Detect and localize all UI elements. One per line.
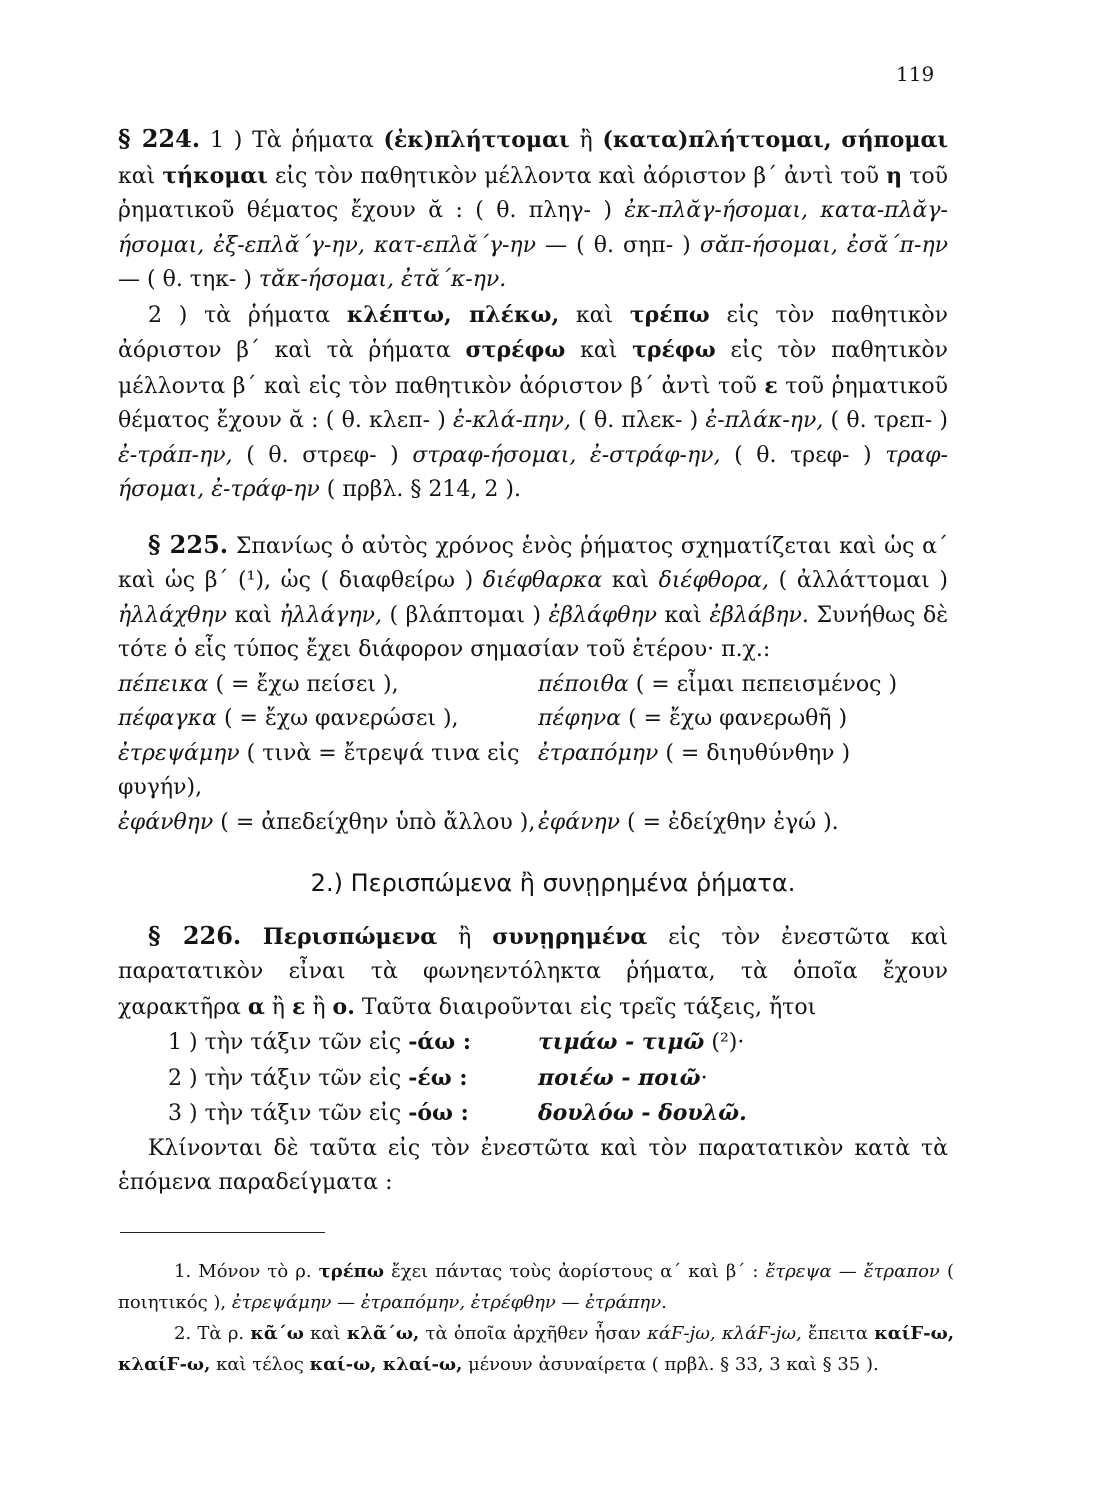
section-marker: § 226. [148,920,242,950]
section-marker: § 224. [118,124,201,153]
verb-classes [118,1025,948,1132]
verb-class-row: 1 ) τὴν τάξιν τῶν εἰς -άω : τιμάω - τιμῶ (²)· [168,1029,745,1055]
verb-class-row: 2 ) τὴν τάξιν τῶν εἰς -έω : ποιέω - ποιῶ· [168,1064,708,1091]
paragraph-224-1: § 224. 1 ) Τὰ ῥήματα (ἐκ)πλήττομαι ἢ (κατα)πλήττομαι, σήπομαι καὶ τήκομαι εἰς τὸν παθητικὸν μέλλοντα καὶ ἀόριστον β΄ ἀντὶ τοῦ η τοῦ ῥηματικοῦ θέματος ἔχουν ᾰ : ( θ. πληγ- ) ἐκ-πλᾰγ-ήσομαι, κατα-πλᾰγ-ήσομαι, ἐξ-επλᾰ΄γ-ην, κατ-επλᾰ΄γ-ην — ( θ. σηπ- ) σᾰπ-ήσομαι, ἐσᾰ΄π-ην — ( θ. τηκ- ) τᾰκ-ήσομαι, ἐτᾰ΄κ-ην. [118,124,949,292]
paragraph-224-2: 2 ) τὰ ῥήματα κλέπτω, πλέκω, καὶ τρέπω εἰς τὸν παθητικὸν ἀόριστον β΄ καὶ τὰ ῥήματα στρέφω καὶ τρέφω εἰς τὸν παθητικὸν μέλλοντα β΄ καὶ εἰς τὸν παθητικὸν ἀόριστον β΄ ἀντὶ τοῦ ε τοῦ ῥηματικοῦ θέματος ἔχουν ᾰ : ( θ. κλεπ- ) ἐ-κλά-πην, ( θ. πλεκ- ) ἐ-πλάκ-ην, ( θ. τρεπ- ) ἐ-τράπ-ην, ( θ. στρεφ- ) στραφ-ήσομαι, ἐ-στράφ-ην, ( θ. τρεφ- ) τραφ-ήσομαι, ἐ-τράφ-ην ( πρβλ. § 214, 2 ). [118,301,948,502]
closing-paragraph: Κλίνονται δὲ ταῦτα εἰς τὸν ἐνεστῶτα καὶ τὸν παρατατικὸν κατὰ τὰ ἑπόμενα παραδείγματα : [118,1135,948,1195]
footnotes [118,1256,954,1380]
section-marker: § 225. [148,529,229,559]
verb-pair-row: πέπεικα ( = ἔχω πείσει ), πέποιθα ( = εἶμαι πεπεισμένος ) [118,671,898,697]
verb-pairs [118,668,948,841]
verb-class-row: 3 ) τὴν τάξιν τῶν εἰς -όω : δουλόω - δουλῶ. [168,1100,747,1126]
footnote-1: 1. Μόνον τὸ ρ. τρέπω ἔχει πάντας τοὺς ἀορίστους α΄ καὶ β΄ : ἔτρεψα — ἔτραπον ( ποιητικός ), ἐτρεψάμην — ἐτραπόμην, ἐτρέφθην — ἐτράπην. [118,1261,954,1313]
main-text [118,122,948,1201]
verb-pair-row: ἐφάνθην ( = ἀπεδείχθην ὑπὸ ἄλλου ), ἐφάνην ( = ἐδείχθην ἐγώ ). [118,809,839,835]
verb-pair-row: ἐτρεψάμην ( τινὰ = ἔτρεψά τινα εἰς φυγήν), ἐτραπόμην ( = διηυθύνθην ) [118,740,851,800]
footnote-2: 2. Τὰ ρ. κᾶ΄ω καὶ κλᾶ΄ω, τὰ ὁποῖα ἀρχῆθεν ἦσαν κάϜ-jω, κλάϜ-jω, ἔπειτα καίϜ-ω, κλαίϜ-ω, καὶ τέλος καί-ω, κλαί-ω, μένουν ἀσυναίρετα ( πρβλ. § 33, 3 καὶ § 35 ). [118,1323,955,1375]
section-heading: 2.) Περισπώμενα ἢ συνῃρημένα ῥήματα. [310,869,796,897]
paragraph-226: § 226. Περισπώμενα ἢ συνῃρημένα εἰς τὸν ἐνεστῶτα καὶ παρατατικὸν εἶναι τὰ φωνηεντόληκτα ῥήματα, τὰ ὁποῖα ἔχουν χαρακτῆρα α ἢ ε ἢ ο. Ταῦτα διαιροῦνται εἰς τρεῖς τάξεις, ἤτοι [118,920,949,1020]
page-number: 119 [896,62,935,86]
paragraph-225: § 225. Σπανίως ὁ αὐτὸς χρόνος ἑνὸς ῥήματος σχηματίζεται καὶ ὡς α΄ καὶ ὡς β΄ (¹), ὡς ( διαφθείρω ) διέφθαρκα καὶ διέφθορα, ( ἀλλάττομαι ) ἠλλάχθην καὶ ἠλλάγην, ( βλάπτομαι ) ἐβλάφθην καὶ ἐβλάβην. Συνήθως δὲ τότε ὁ εἷς τύπος ἔχει διάφορον σημασίαν τοῦ ἑτέρου· π.χ.: [118,529,949,662]
verb-pair-row: πέφαγκα ( = ἔχω φανερώσει ), πέφηνα ( = ἔχω φανερωθῆ ) [118,706,848,731]
footnote-divider [120,1232,325,1233]
